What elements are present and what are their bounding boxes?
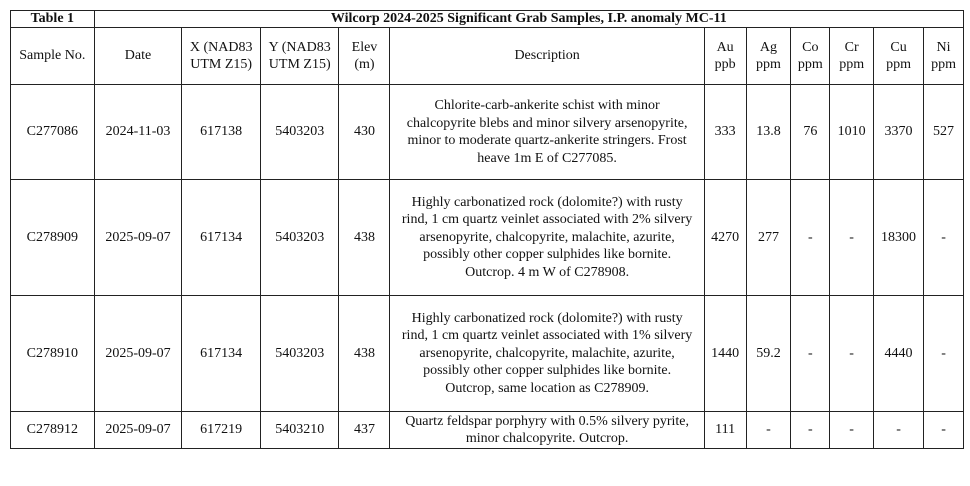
cell-ni: -	[924, 412, 964, 449]
cell-co: -	[791, 412, 830, 449]
cell-description: Quartz feldspar porphyry with 0.5% silvery pyrite, minor chalcopyrite. Outcrop.	[390, 412, 704, 449]
cell-date: 2025-09-07	[94, 180, 182, 296]
cell-ni: 527	[924, 85, 964, 180]
cell-cr: -	[830, 180, 874, 296]
cell-x: 617134	[182, 180, 261, 296]
cell-description: Highly carbonatized rock (dolomite?) with rusty rind, 1 cm quartz veinlet associated with 2% silvery arsenopyrite, chalcopyrite, malachite, azurite, possibly other copper sulphides like bornite. Outcrop. 4 m W of C278908.	[390, 180, 704, 296]
cell-ag: 59.2	[746, 296, 791, 412]
cell-cr: -	[830, 296, 874, 412]
header-cr: Cr ppm	[830, 28, 874, 85]
cell-x: 617219	[182, 412, 261, 449]
cell-cu: -	[874, 412, 924, 449]
table-row	[11, 85, 964, 180]
cell-cu: 3370	[874, 85, 924, 180]
cell-description: Chlorite-carb-ankerite schist with minor chalcopyrite blebs and minor silvery arsenopyrite, minor to moderate quartz-ankerite stringers. Frost heave 1m E of C277085.	[390, 85, 704, 180]
cell-au: 1440	[704, 296, 746, 412]
header-y: Y (NAD83 UTM Z15)	[260, 28, 339, 85]
cell-sample: C278910	[11, 296, 95, 412]
header-date: Date	[94, 28, 182, 85]
cell-ag: -	[746, 412, 791, 449]
cell-date: 2024-11-03	[94, 85, 182, 180]
cell-y: 5403210	[260, 412, 339, 449]
header-ni: Ni ppm	[924, 28, 964, 85]
cell-ni: -	[924, 180, 964, 296]
cell-elev: 430	[339, 85, 390, 180]
table-row	[11, 296, 964, 412]
header-co: Co ppm	[791, 28, 830, 85]
cell-au: 4270	[704, 180, 746, 296]
cell-cr: -	[830, 412, 874, 449]
cell-elev: 437	[339, 412, 390, 449]
cell-au: 111	[704, 412, 746, 449]
header-elev: Elev (m)	[339, 28, 390, 85]
header-sample-no: Sample No.	[11, 28, 95, 85]
cell-y: 5403203	[260, 296, 339, 412]
header-cu: Cu ppm	[874, 28, 924, 85]
cell-sample: C277086	[11, 85, 95, 180]
table-row	[11, 412, 964, 449]
header-ag: Ag ppm	[746, 28, 791, 85]
header-description: Description	[390, 28, 704, 85]
cell-ag: 13.8	[746, 85, 791, 180]
cell-date: 2025-09-07	[94, 296, 182, 412]
cell-ag: 277	[746, 180, 791, 296]
header-x: X (NAD83 UTM Z15)	[182, 28, 261, 85]
cell-y: 5403203	[260, 180, 339, 296]
cell-y: 5403203	[260, 85, 339, 180]
cell-co: 76	[791, 85, 830, 180]
samples-table	[10, 10, 964, 449]
table-container	[10, 10, 964, 449]
cell-au: 333	[704, 85, 746, 180]
cell-description: Highly carbonatized rock (dolomite?) with rusty rind, 1 cm quartz veinlet associated with 1% silvery arsenopyrite, chalcopyrite, malachite, azurite, possibly other copper sulphides like bornite. Outcrop, same location as C278909.	[390, 296, 704, 412]
table-row	[11, 180, 964, 296]
header-au: Au ppb	[704, 28, 746, 85]
cell-x: 617134	[182, 296, 261, 412]
cell-elev: 438	[339, 180, 390, 296]
caption-row	[11, 11, 964, 28]
cell-co: -	[791, 296, 830, 412]
cell-co: -	[791, 180, 830, 296]
table-label: Table 1	[11, 11, 95, 28]
header-row	[11, 28, 964, 85]
cell-ni: -	[924, 296, 964, 412]
table-title: Wilcorp 2024-2025 Significant Grab Samples, I.P. anomaly MC-11	[94, 11, 963, 28]
cell-sample: C278909	[11, 180, 95, 296]
cell-sample: C278912	[11, 412, 95, 449]
cell-cu: 18300	[874, 180, 924, 296]
cell-x: 617138	[182, 85, 261, 180]
cell-elev: 438	[339, 296, 390, 412]
cell-cr: 1010	[830, 85, 874, 180]
cell-cu: 4440	[874, 296, 924, 412]
cell-date: 2025-09-07	[94, 412, 182, 449]
